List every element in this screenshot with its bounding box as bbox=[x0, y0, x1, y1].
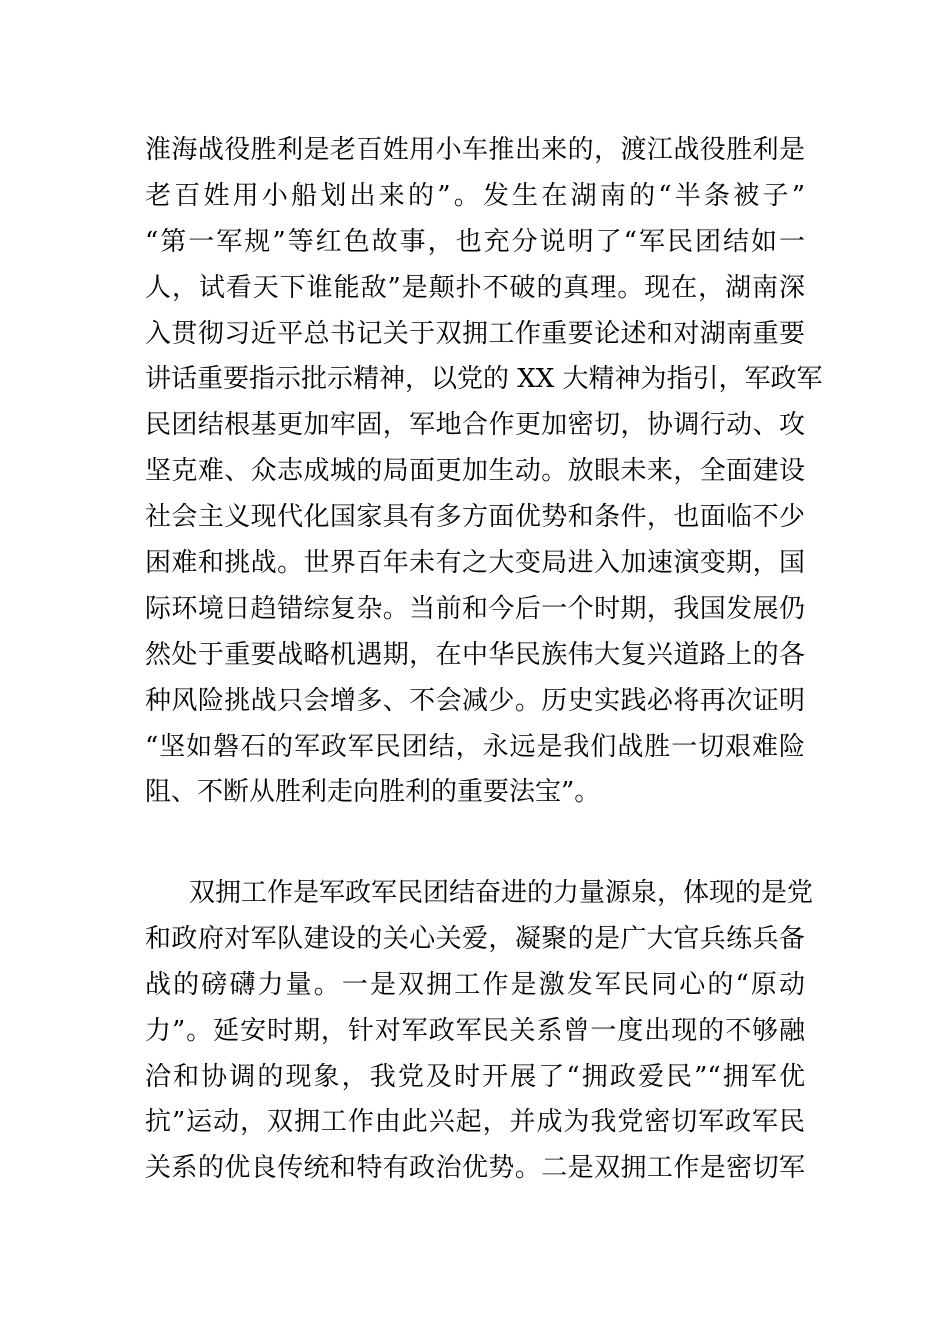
paragraph-1-line: 际环境日趋错综复杂。当前和今后一个时期，我国发展仍 bbox=[145, 593, 805, 624]
paragraph-2-line: 战的磅礴力量。一是双拥工作是激发军民同心的“原动 bbox=[145, 969, 805, 1000]
paragraph-1-line: 人，试看天下谁能敌”是颠扑不破的真理。现在，湖南深 bbox=[145, 272, 805, 303]
paragraph-2-line: 关系的优良传统和特有政治优势。二是双拥工作是密切军 bbox=[145, 1153, 805, 1184]
paragraph-1-line: “第一军规”等红色故事，也充分说明了“军民团结如一 bbox=[145, 226, 805, 257]
paragraph-1-line: 阻、不断从胜利走向胜利的重要法宝”。 bbox=[145, 777, 601, 808]
paragraph-2-line: 洽和协调的现象，我党及时开展了“拥政爱民”“拥军优 bbox=[145, 1061, 805, 1092]
paragraph-2-line: 双拥工作是军政军民团结奋进的力量源泉，体现的是党 bbox=[189, 878, 814, 908]
paragraph-1-line: 民团结根基更加牢固，军地合作更加密切，协调行动、攻 bbox=[145, 410, 805, 441]
paragraph-1-line: 入贯彻习近平总书记关于双拥工作重要论述和对湖南重要 bbox=[145, 318, 805, 349]
paragraph-1-line: 社会主义现代化国家具有多方面优势和条件，也面临不少 bbox=[145, 502, 805, 533]
paragraph-2-line: 抗”运动，双拥工作由此兴起，并成为我党密切军政军民 bbox=[145, 1107, 805, 1138]
paragraph-1-line: 坚克难、众志成城的局面更加生动。放眼未来，全面建设 bbox=[145, 456, 805, 487]
paragraph-2 bbox=[145, 871, 814, 1192]
paragraph-2-line: 力”。延安时期，针对军政军民关系曾一度出现的不够融 bbox=[145, 1015, 805, 1046]
paragraph-1-line: 种风险挑战只会增多、不会减少。历史实践必将再次证明 bbox=[145, 685, 805, 716]
paragraph-1-line: 困难和挑战。世界百年未有之大变局进入加速演变期，国 bbox=[145, 548, 805, 579]
paragraph-1-line: 老百姓用小船划出来的”。发生在湖南的“半条被子” bbox=[145, 180, 805, 211]
paragraph-1-line: 讲话重要指示批示精神，以党的 XX 大精神为指引，军政军 bbox=[145, 364, 823, 395]
paragraph-1 bbox=[145, 128, 823, 816]
paragraph-2-line: 和政府对军队建设的关心关爱，凝聚的是广大官兵练兵备 bbox=[145, 923, 805, 954]
paragraph-1-line: 淮海战役胜利是老百姓用小车推出来的，渡江战役胜利是 bbox=[145, 135, 805, 165]
paragraph-1-line: “坚如磐石的军政军民团结，永远是我们战胜一切艰难险 bbox=[145, 731, 805, 762]
paragraph-1-line: 然处于重要战略机遇期，在中华民族伟大复兴道路上的各 bbox=[145, 639, 805, 670]
